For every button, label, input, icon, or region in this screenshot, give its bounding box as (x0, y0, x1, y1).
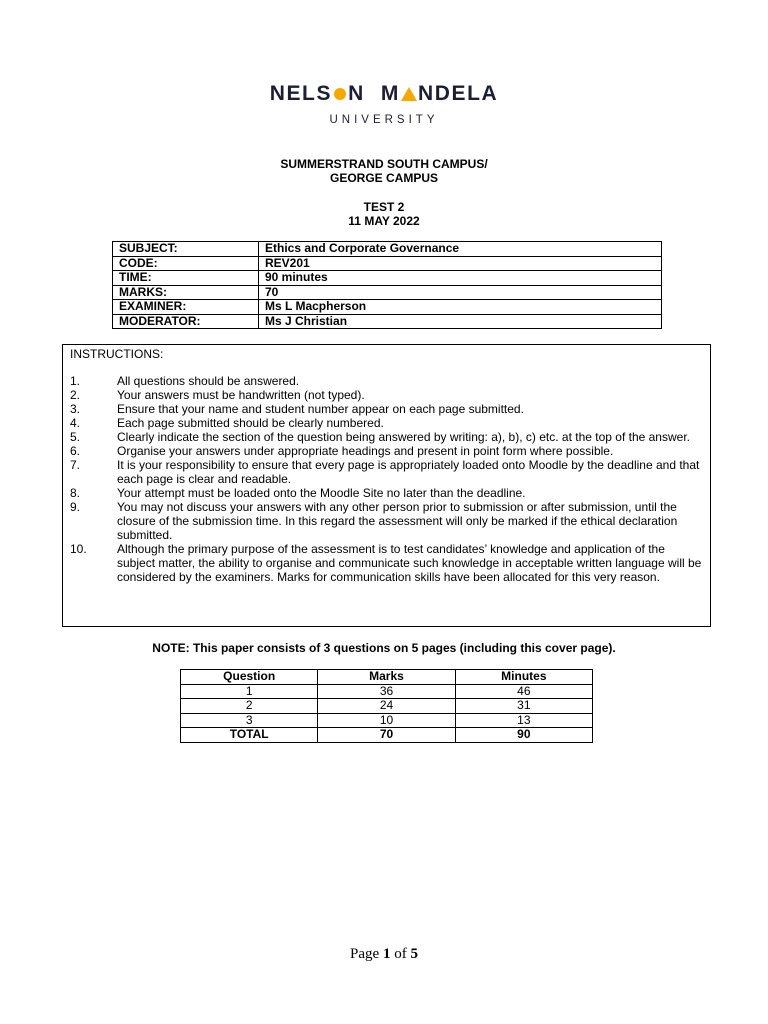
table-cell: 1 (181, 684, 318, 699)
instructions-title: INSTRUCTIONS: (70, 347, 164, 361)
info-row-time (113, 271, 662, 286)
list-item (70, 458, 702, 486)
table-cell: 3 (181, 713, 318, 728)
info-key: TIME: (113, 271, 259, 286)
table-cell: 46 (455, 684, 592, 699)
info-value: REV201 (259, 256, 662, 271)
table-cell: 2 (181, 699, 318, 714)
page-label: Page (350, 946, 380, 962)
table-cell: 36 (318, 684, 455, 699)
logo-triangle-icon (401, 87, 417, 101)
item-number: 8. (70, 486, 81, 500)
item-number: 5. (70, 430, 81, 444)
instructions-box (62, 344, 711, 627)
info-row-code (113, 256, 662, 271)
info-row-subject (113, 242, 662, 257)
campus-line-1: SUMMERSTRAND SOUTH CAMPUS/ (280, 157, 488, 171)
logo-text-part2: N (348, 82, 365, 105)
info-value: Ms L Macpherson (259, 300, 662, 315)
table-cell: 13 (455, 713, 592, 728)
item-text: All questions should be answered. (117, 374, 300, 388)
item-text: Your answers must be handwritten (not typed). (117, 388, 365, 402)
item-text: Ensure that your name and student number appear on each page submitted. (117, 402, 524, 416)
table-cell: 24 (318, 699, 455, 714)
instructions-list (70, 374, 702, 584)
column-header: Minutes (455, 670, 592, 685)
table-total-row (181, 728, 593, 743)
campus-heading (0, 157, 768, 185)
column-header: Marks (318, 670, 455, 685)
item-number: 10. (70, 542, 87, 556)
info-value: 90 minutes (259, 271, 662, 286)
page-total: 5 (410, 946, 418, 962)
item-number: 9. (70, 500, 81, 514)
logo-text-part1: NELS (269, 82, 333, 105)
table-row (181, 684, 593, 699)
list-item (70, 542, 702, 584)
info-key: MARKS: (113, 285, 259, 300)
list-item (70, 500, 702, 542)
item-text: Organise your answers under appropriate headings and present in point form where possible. (117, 444, 614, 458)
info-row-marks (113, 285, 662, 300)
item-text: It is your responsibility to ensure that every page is appropriately loaded onto Moodle by the deadline and that each page is clear and readable. (117, 458, 700, 486)
test-heading (0, 200, 768, 228)
list-item (70, 444, 702, 458)
info-key: EXAMINER: (113, 300, 259, 315)
table-row (181, 713, 593, 728)
item-number: 2. (70, 388, 81, 402)
list-item (70, 416, 702, 430)
column-header: Question (181, 670, 318, 685)
paper-note: NOTE: This paper consists of 3 questions on 5 pages (including this cover page). (152, 641, 616, 655)
table-cell: 90 (455, 728, 592, 743)
info-value: Ethics and Corporate Governance (259, 242, 662, 257)
item-number: 7. (70, 458, 81, 472)
item-number: 3. (70, 402, 81, 416)
of-label: of (394, 946, 407, 962)
list-item (70, 486, 702, 500)
info-row-examiner (113, 300, 662, 315)
info-value: Ms J Christian (259, 314, 662, 329)
university-logo (0, 82, 768, 126)
item-number: 4. (70, 416, 81, 430)
item-text: You may not discuss your answers with any other person prior to submission or after submission, until the closure of the submission time. In this regard the assessment will only be marked if the ethical declaration submitted. (117, 500, 678, 542)
item-text: Your attempt must be loaded onto the Moodle Site no later than the deadline. (117, 486, 526, 500)
list-item (70, 430, 702, 444)
logo-text-part4: NDELA (417, 82, 499, 105)
test-title: TEST 2 (363, 200, 405, 214)
item-text: Each page submitted should be clearly numbered. (117, 416, 384, 430)
question-marks-table (180, 669, 593, 743)
table-cell: 31 (455, 699, 592, 714)
page-footer (0, 946, 768, 963)
table-row (181, 699, 593, 714)
item-text: Clearly indicate the section of the question being answered by writing: a), b), c) etc. at the top of the answer. (117, 430, 690, 444)
list-item (70, 388, 702, 402)
list-item (70, 374, 702, 388)
logo-subtitle: UNIVERSITY (329, 114, 439, 126)
info-key: MODERATOR: (113, 314, 259, 329)
table-cell: 10 (318, 713, 455, 728)
item-text: Although the primary purpose of the assessment is to test candidates’ knowledge and application of the subject matter, the ability to organise and communicate such knowledge in acceptable written language will be considered by the examiners. Marks for communication skills have been allocated for this very reason. (117, 542, 702, 584)
table-header-row (181, 670, 593, 685)
campus-line-2: GEORGE CAMPUS (329, 171, 438, 185)
info-row-moderator (113, 314, 662, 329)
logo-text-part3: M (380, 82, 400, 105)
list-item (70, 402, 702, 416)
item-number: 6. (70, 444, 81, 458)
table-cell: 70 (318, 728, 455, 743)
item-number: 1. (70, 374, 81, 388)
logo-wordmark (270, 82, 499, 106)
info-key: SUBJECT: (113, 242, 259, 257)
info-key: CODE: (113, 256, 259, 271)
info-value: 70 (259, 285, 662, 300)
page-number: 1 (382, 946, 391, 962)
subject-info-table (112, 241, 662, 329)
logo-dot-icon (334, 88, 346, 100)
table-cell: TOTAL (181, 728, 318, 743)
test-date: 11 MAY 2022 (348, 214, 420, 228)
